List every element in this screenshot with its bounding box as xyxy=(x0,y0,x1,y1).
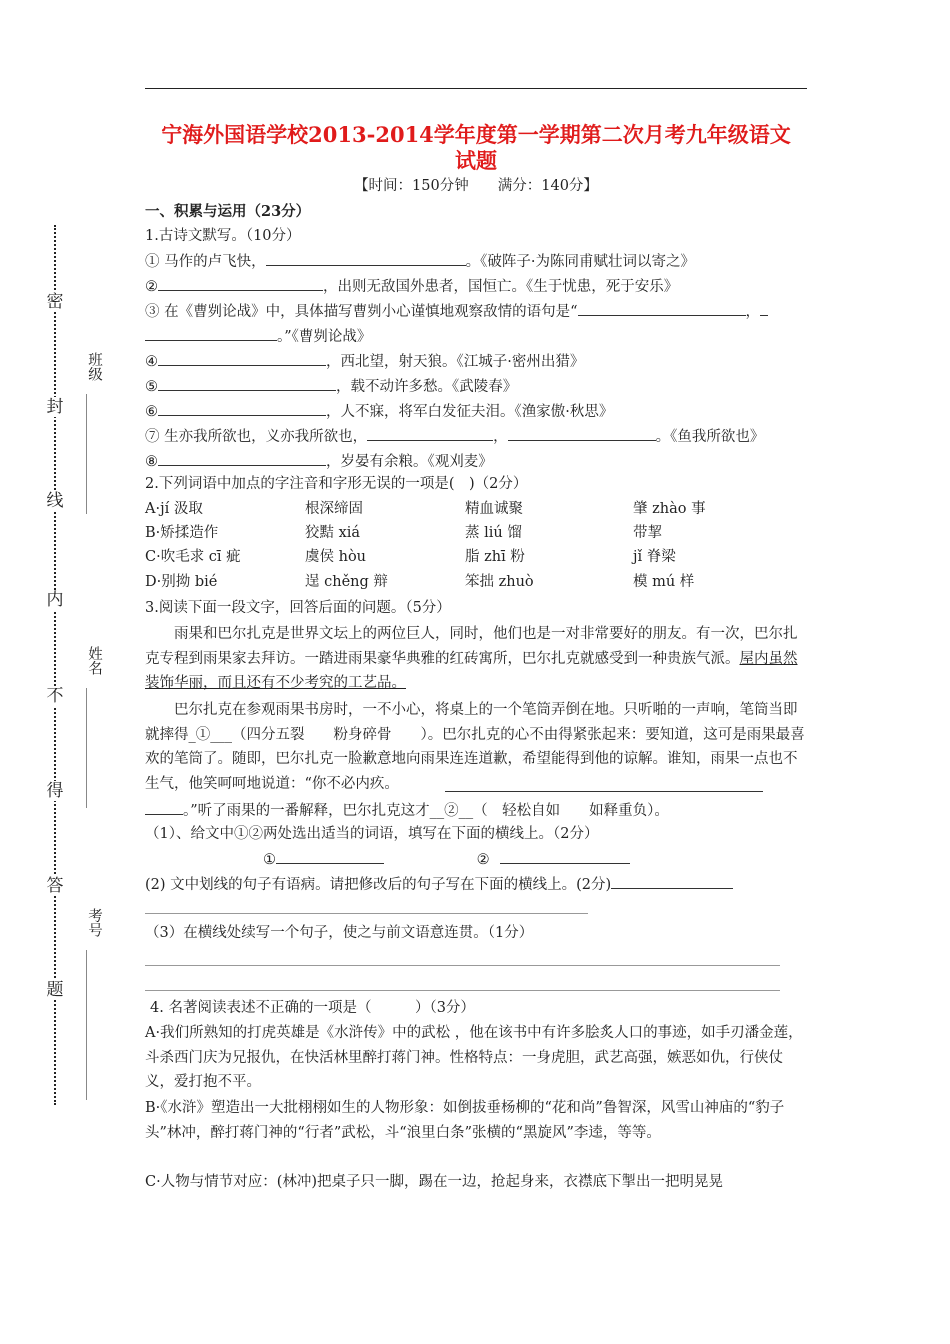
answer-blank[interactable] xyxy=(158,399,326,416)
q1-item-5: ⑤ ，载不动许多愁。《武陵春》 xyxy=(145,374,810,399)
q1-item-3: ③ 在《曹刿论战》中，具体描写曹刿小心谨慎地观察敌情的语句是“ ， xyxy=(145,299,810,324)
class-field[interactable] xyxy=(84,352,104,385)
id-field-label: 考号 xyxy=(86,908,102,937)
q1-item-3b: 。”《曹刿论战》 xyxy=(145,324,810,349)
answer-blank[interactable] xyxy=(445,775,763,792)
answer-blank[interactable] xyxy=(508,424,656,441)
q3-sub3: （3）在横线处续写一个句子，使之与前文语意连贯。（1分） xyxy=(145,925,534,941)
seal-char: 题 xyxy=(35,980,75,1000)
section-heading: 一、积累与运用（23分） xyxy=(145,203,311,220)
q3-sub1-answers: ① ② xyxy=(145,847,810,872)
q3-continue-line xyxy=(145,775,810,800)
q1-item-4: ④ ，西北望，射天狼。《江城子·密州出猎》 xyxy=(145,349,810,374)
answer-blank[interactable] xyxy=(760,299,768,316)
binding-dotted-line xyxy=(54,225,56,1105)
seal-char: 得 xyxy=(35,781,75,801)
seal-char: 不 xyxy=(35,686,75,706)
answer-line[interactable] xyxy=(145,965,780,966)
q1-item-8: ⑧ ，岁晏有余粮。《观刈麦》 xyxy=(145,449,810,474)
exam-title-line1: 宁海外国语学校2013-2014学年度第一学期第二次月考九年级语文 xyxy=(161,122,791,147)
class-field-label: 班级 xyxy=(86,352,102,381)
seal-char: 封 xyxy=(35,397,75,417)
name-field[interactable] xyxy=(84,646,104,679)
q3-stem: 3.阅读下面一段文字，回答后面的问题。（5分） xyxy=(145,600,451,616)
answer-blank[interactable] xyxy=(367,424,493,441)
q2-option-a: A·jí 汲取 根深缔固 精血诚聚 肇 zhào 事 xyxy=(145,501,706,517)
class-field-line xyxy=(86,394,87,514)
underlined-sentence: 屋内虽然装饰华丽，而且还有不少考究的工艺品。 xyxy=(145,650,798,691)
q4-option-b: B·《水浒》塑造出一大批栩栩如生的人物形象：如倒拔垂杨柳的“花和尚”鲁智深，风雪山神庙的“豹子头”林冲，醉打蒋门神的“行者”武松，斗“浪里白条”张横的“黑旋风”李逵，等等。 xyxy=(145,1100,785,1141)
q3-paragraph-1: 雨果和巴尔扎克是世界文坛上的两位巨人，同时，他们也是一对非常要好的朋友。有一次，巴尔扎克专程到雨果家去拜访。一踏进雨果豪华典雅的红砖寓所，巴尔扎克就感受到一种贵族气派。屋内虽然装饰华丽，而且还有不少考究的工艺品。 xyxy=(145,626,798,691)
answer-line[interactable] xyxy=(145,990,780,991)
answer-blank[interactable] xyxy=(158,374,336,391)
q2-stem: 2.下列词语中加点的字注音和字形无误的一项是( )（2分） xyxy=(145,476,528,492)
exam-title-line2: 试题 xyxy=(455,148,497,173)
q3-paragraph-end: 。”听了雨果的一番解释，巴尔扎克这才__②__（ 轻松自如 如释重负）。 xyxy=(145,798,810,823)
q2-option-b: B·矫揉造作 狡黠 xiá 蒸 liú 馏 带挈 xyxy=(145,525,662,541)
seal-char: 线 xyxy=(35,491,75,511)
answer-blank[interactable] xyxy=(611,872,733,889)
q4-option-c: C·人物与情节对应：(林冲)把桌子只一脚，踢在一边，抢起身来，衣襟底下掣出一把明晃晃 xyxy=(145,1174,724,1190)
seal-char: 内 xyxy=(35,590,75,610)
exam-meta: 【时间：150分钟 满分：140分】 xyxy=(354,178,598,194)
seal-char: 密 xyxy=(35,292,75,312)
seal-char: 答 xyxy=(35,876,75,896)
name-field-label: 姓名 xyxy=(86,646,102,675)
q2-option-c: C·吹毛求 cī 疵 虞侯 hòu 脂 zhī 粉 jǐ 脊梁 xyxy=(145,549,676,565)
q1-item-2: ② ，出则无敌国外患者，国恒亡。《生于忧患，死于安乐》 xyxy=(145,274,810,299)
answer-blank[interactable] xyxy=(158,274,323,291)
top-rule xyxy=(145,88,807,89)
id-field[interactable] xyxy=(84,908,104,941)
q1-stem: 1.古诗文默写。（10分） xyxy=(145,228,301,244)
q4-option-a: A·我们所熟知的打虎英雄是《水浒传》中的武松 ，他在该书中有许多脍炙人口的事迹，如手刃潘金莲，斗杀西门庆为兄报仇，在快活林里醉打蒋门神。性格特点：一身虎胆，武艺高强，嫉恶如仇，行侠仗义，爱打抱不平。 xyxy=(145,1025,803,1090)
answer-blank[interactable] xyxy=(158,449,326,466)
name-field-line xyxy=(86,688,87,808)
q1-item-1: ① 马作的卢飞快， 。《破阵子·为陈同甫赋壮词以寄之》 xyxy=(145,249,810,274)
q2-option-d: D·别拗 bié 逞 chěng 辩 笨拙 zhuò 模 mú 样 xyxy=(145,574,695,590)
answer-blank[interactable] xyxy=(266,249,466,266)
answer-blank[interactable] xyxy=(158,349,326,366)
q3-sub2: (2) 文中划线的句子有语病。请把修改后的句子写在下面的横线上。(2分) xyxy=(145,872,810,897)
answer-blank[interactable] xyxy=(276,847,384,864)
q1-item-7: ⑦ 生亦我所欲也，义亦我所欲也， ， 。《鱼我所欲也》 xyxy=(145,424,810,449)
q3-paragraph-2: 巴尔扎克在参观雨果书房时，一不小心，将桌上的一个笔筒弄倒在地。只听啪的一声响，笔筒当即就摔得_①___（四分五裂 粉身碎骨 ）。巴尔扎克的心不由得紧张起来：要知道，这可是雨果最喜欢的笔筒了。随即，巴尔扎克一脸歉意地向雨果连连道歉，希望能得到他的谅解。谁知，雨果一点也不生气，他笑呵呵地说道：“你不必内疚。 xyxy=(145,702,805,792)
answer-blank[interactable] xyxy=(145,324,277,341)
answer-blank[interactable] xyxy=(500,847,630,864)
q4-stem: 4. 名著阅读表述不正确的一项是（ ）（3分） xyxy=(150,1000,475,1016)
answer-line[interactable] xyxy=(145,913,588,914)
q1-item-6: ⑥ ，人不寐，将军白发征夫泪。《渔家傲·秋思》 xyxy=(145,399,810,424)
id-field-line xyxy=(86,950,87,1100)
q3-sub1: （1）、给文中①②两处选出适当的词语，填写在下面的横线上。（2分） xyxy=(145,826,599,842)
answer-blank[interactable] xyxy=(145,798,183,815)
answer-blank[interactable] xyxy=(578,299,746,316)
